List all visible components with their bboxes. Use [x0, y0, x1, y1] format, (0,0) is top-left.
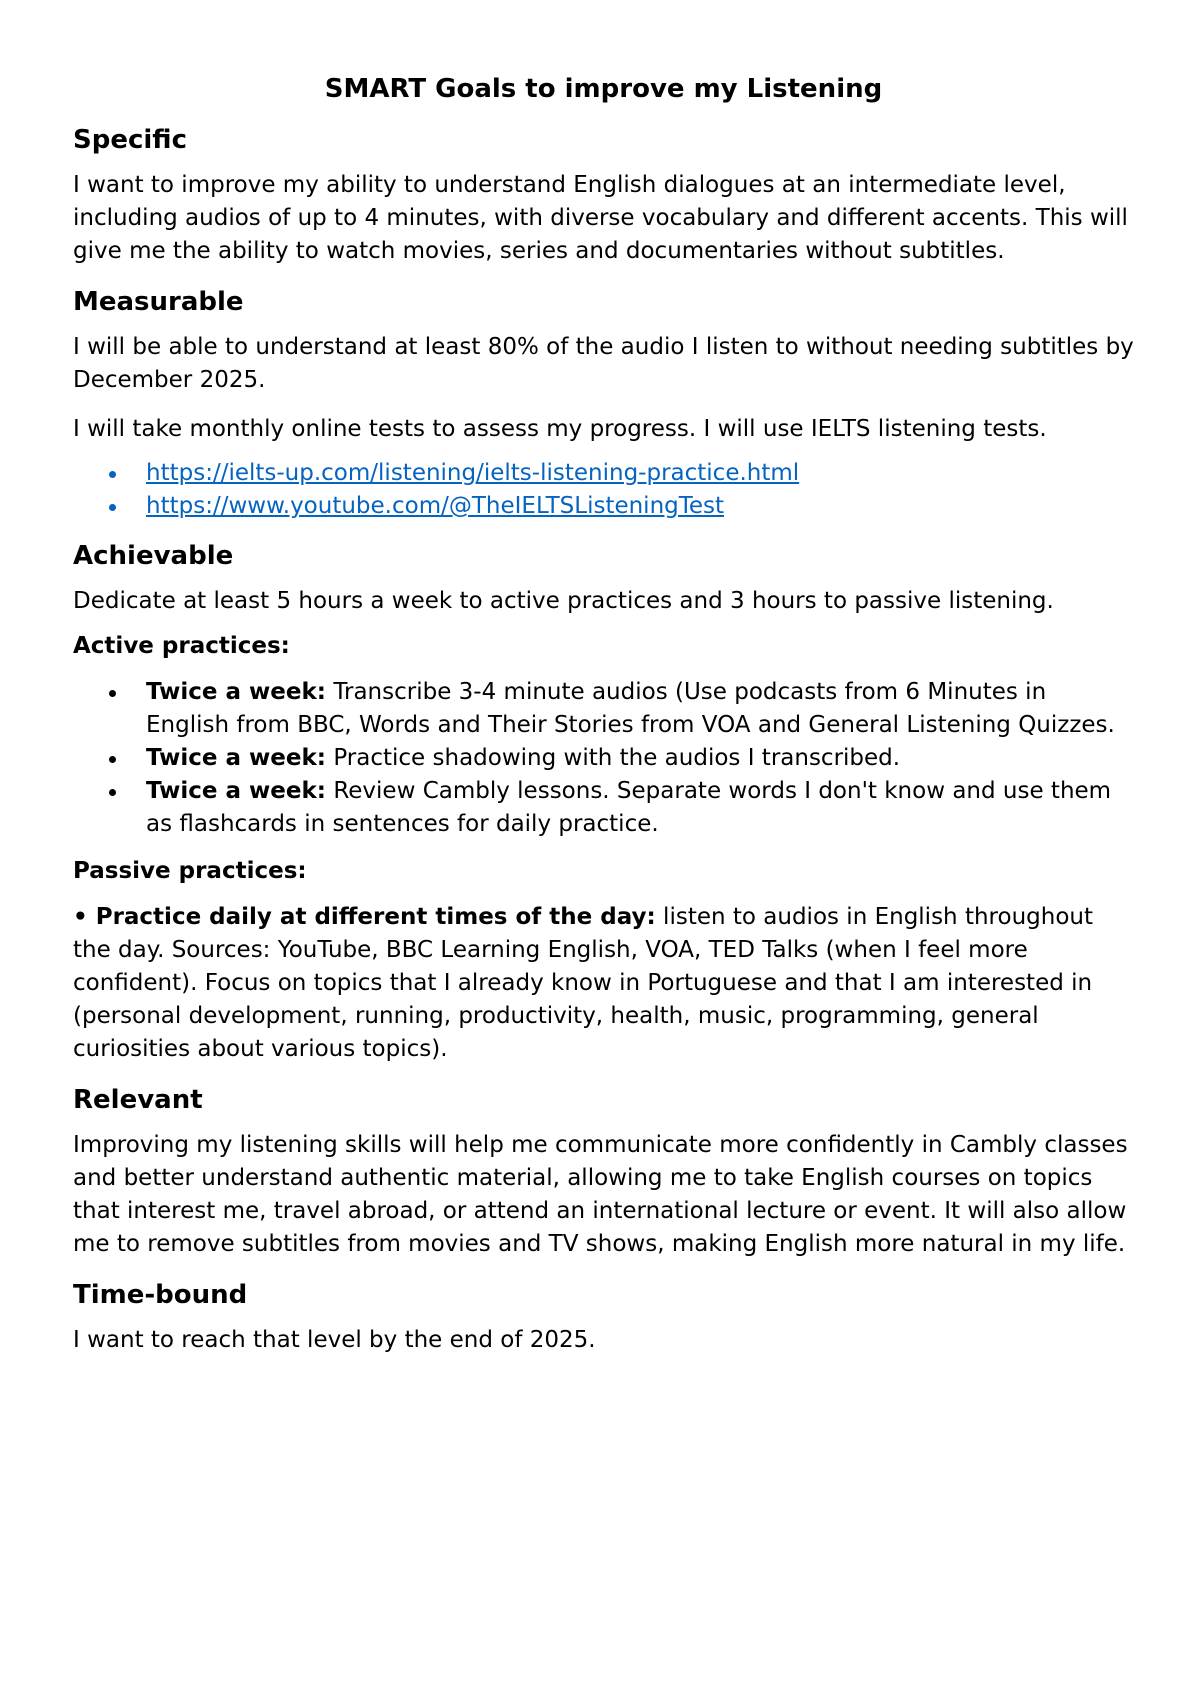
relevant-paragraph: Improving my listening skills will help me communicate more confidently in Cambly classes and better understand authentic material, allowing me to take English courses on topics that interest me, travel abroad, or attend an international lecture or event. It will also allow me to remove subtitles from movies and TV shows, making English more natural in my life. [73, 1132, 1128, 1257]
item-label: Twice a week: [146, 745, 327, 771]
measurable-links-list [73, 457, 1134, 523]
specific-heading: Specific [73, 125, 187, 155]
document-title: SMART Goals to improve my Listening [324, 74, 883, 104]
section-measurable [73, 284, 1134, 523]
item-label: Twice a week: [146, 778, 327, 804]
passive-practices-paragraph [73, 901, 1134, 1066]
passive-practices-heading: Passive practices: [73, 858, 307, 884]
active-practices-list [73, 676, 1134, 841]
item-text: Transcribe 3-4 minute audios (Use podcasts from 6 Minutes in English from BBC, Words and Their Stories from VOA and General Listening Quizzes. [146, 679, 1115, 738]
passive-text: listen to audios in English throughout the day. Sources: YouTube, BBC Learning English, VOA, TED Talks (when I feel more confident). Focus on topics that I already know in Portuguese and that I am interested in (personal development, running, productivity, health, music, programming, general curiosities about various topics). [73, 904, 1093, 1062]
ielts-up-link[interactable]: https://ielts-up.com/listening/ielts-listening-practice.html [146, 460, 800, 486]
specific-paragraph: I want to improve my ability to understand English dialogues at an intermediate level, including audios of up to 4 minutes, with diverse vocabulary and different accents. This will give me the ability to watch movies, series and documentaries without subtitles. [73, 172, 1128, 264]
list-item [73, 457, 1134, 490]
relevant-heading: Relevant [73, 1085, 203, 1115]
measurable-paragraph-1: I will be able to understand at least 80% of the audio I listen to without needing subtitles by December 2025. [73, 334, 1134, 393]
bullet-icon [109, 504, 116, 511]
item-text: Review Cambly lessons. Separate words I don't know and use them as flashcards in sentences for daily practice. [146, 778, 1112, 837]
list-item [73, 676, 1134, 742]
list-item [73, 775, 1134, 841]
section-relevant [73, 1082, 1134, 1261]
youtube-link[interactable]: https://www.youtube.com/@TheIELTSListeningTest [146, 493, 725, 519]
item-text: Practice shadowing with the audios I transcribed. [326, 745, 901, 771]
bullet-icon [109, 789, 116, 796]
measurable-paragraph-2: I will take monthly online tests to assess my progress. I will use IELTS listening tests. [73, 416, 1047, 442]
time-bound-heading: Time-bound [73, 1280, 248, 1310]
bullet-icon [109, 690, 116, 697]
section-achievable [73, 538, 1134, 1066]
list-item [73, 742, 1134, 775]
time-bound-paragraph: I want to reach that level by the end of 2025. [73, 1327, 596, 1353]
measurable-heading: Measurable [73, 287, 244, 317]
active-practices-heading: Active practices: [73, 633, 290, 659]
list-item [73, 490, 1134, 523]
bullet-icon [109, 756, 116, 763]
section-specific [73, 122, 1134, 268]
achievable-heading: Achievable [73, 541, 234, 571]
bullet-icon [109, 471, 116, 478]
section-time-bound [73, 1277, 1134, 1357]
achievable-paragraph: Dedicate at least 5 hours a week to active practices and 3 hours to passive listening. [73, 588, 1054, 614]
passive-label: • Practice daily at different times of the day: [73, 904, 656, 930]
item-label: Twice a week: [146, 679, 327, 705]
